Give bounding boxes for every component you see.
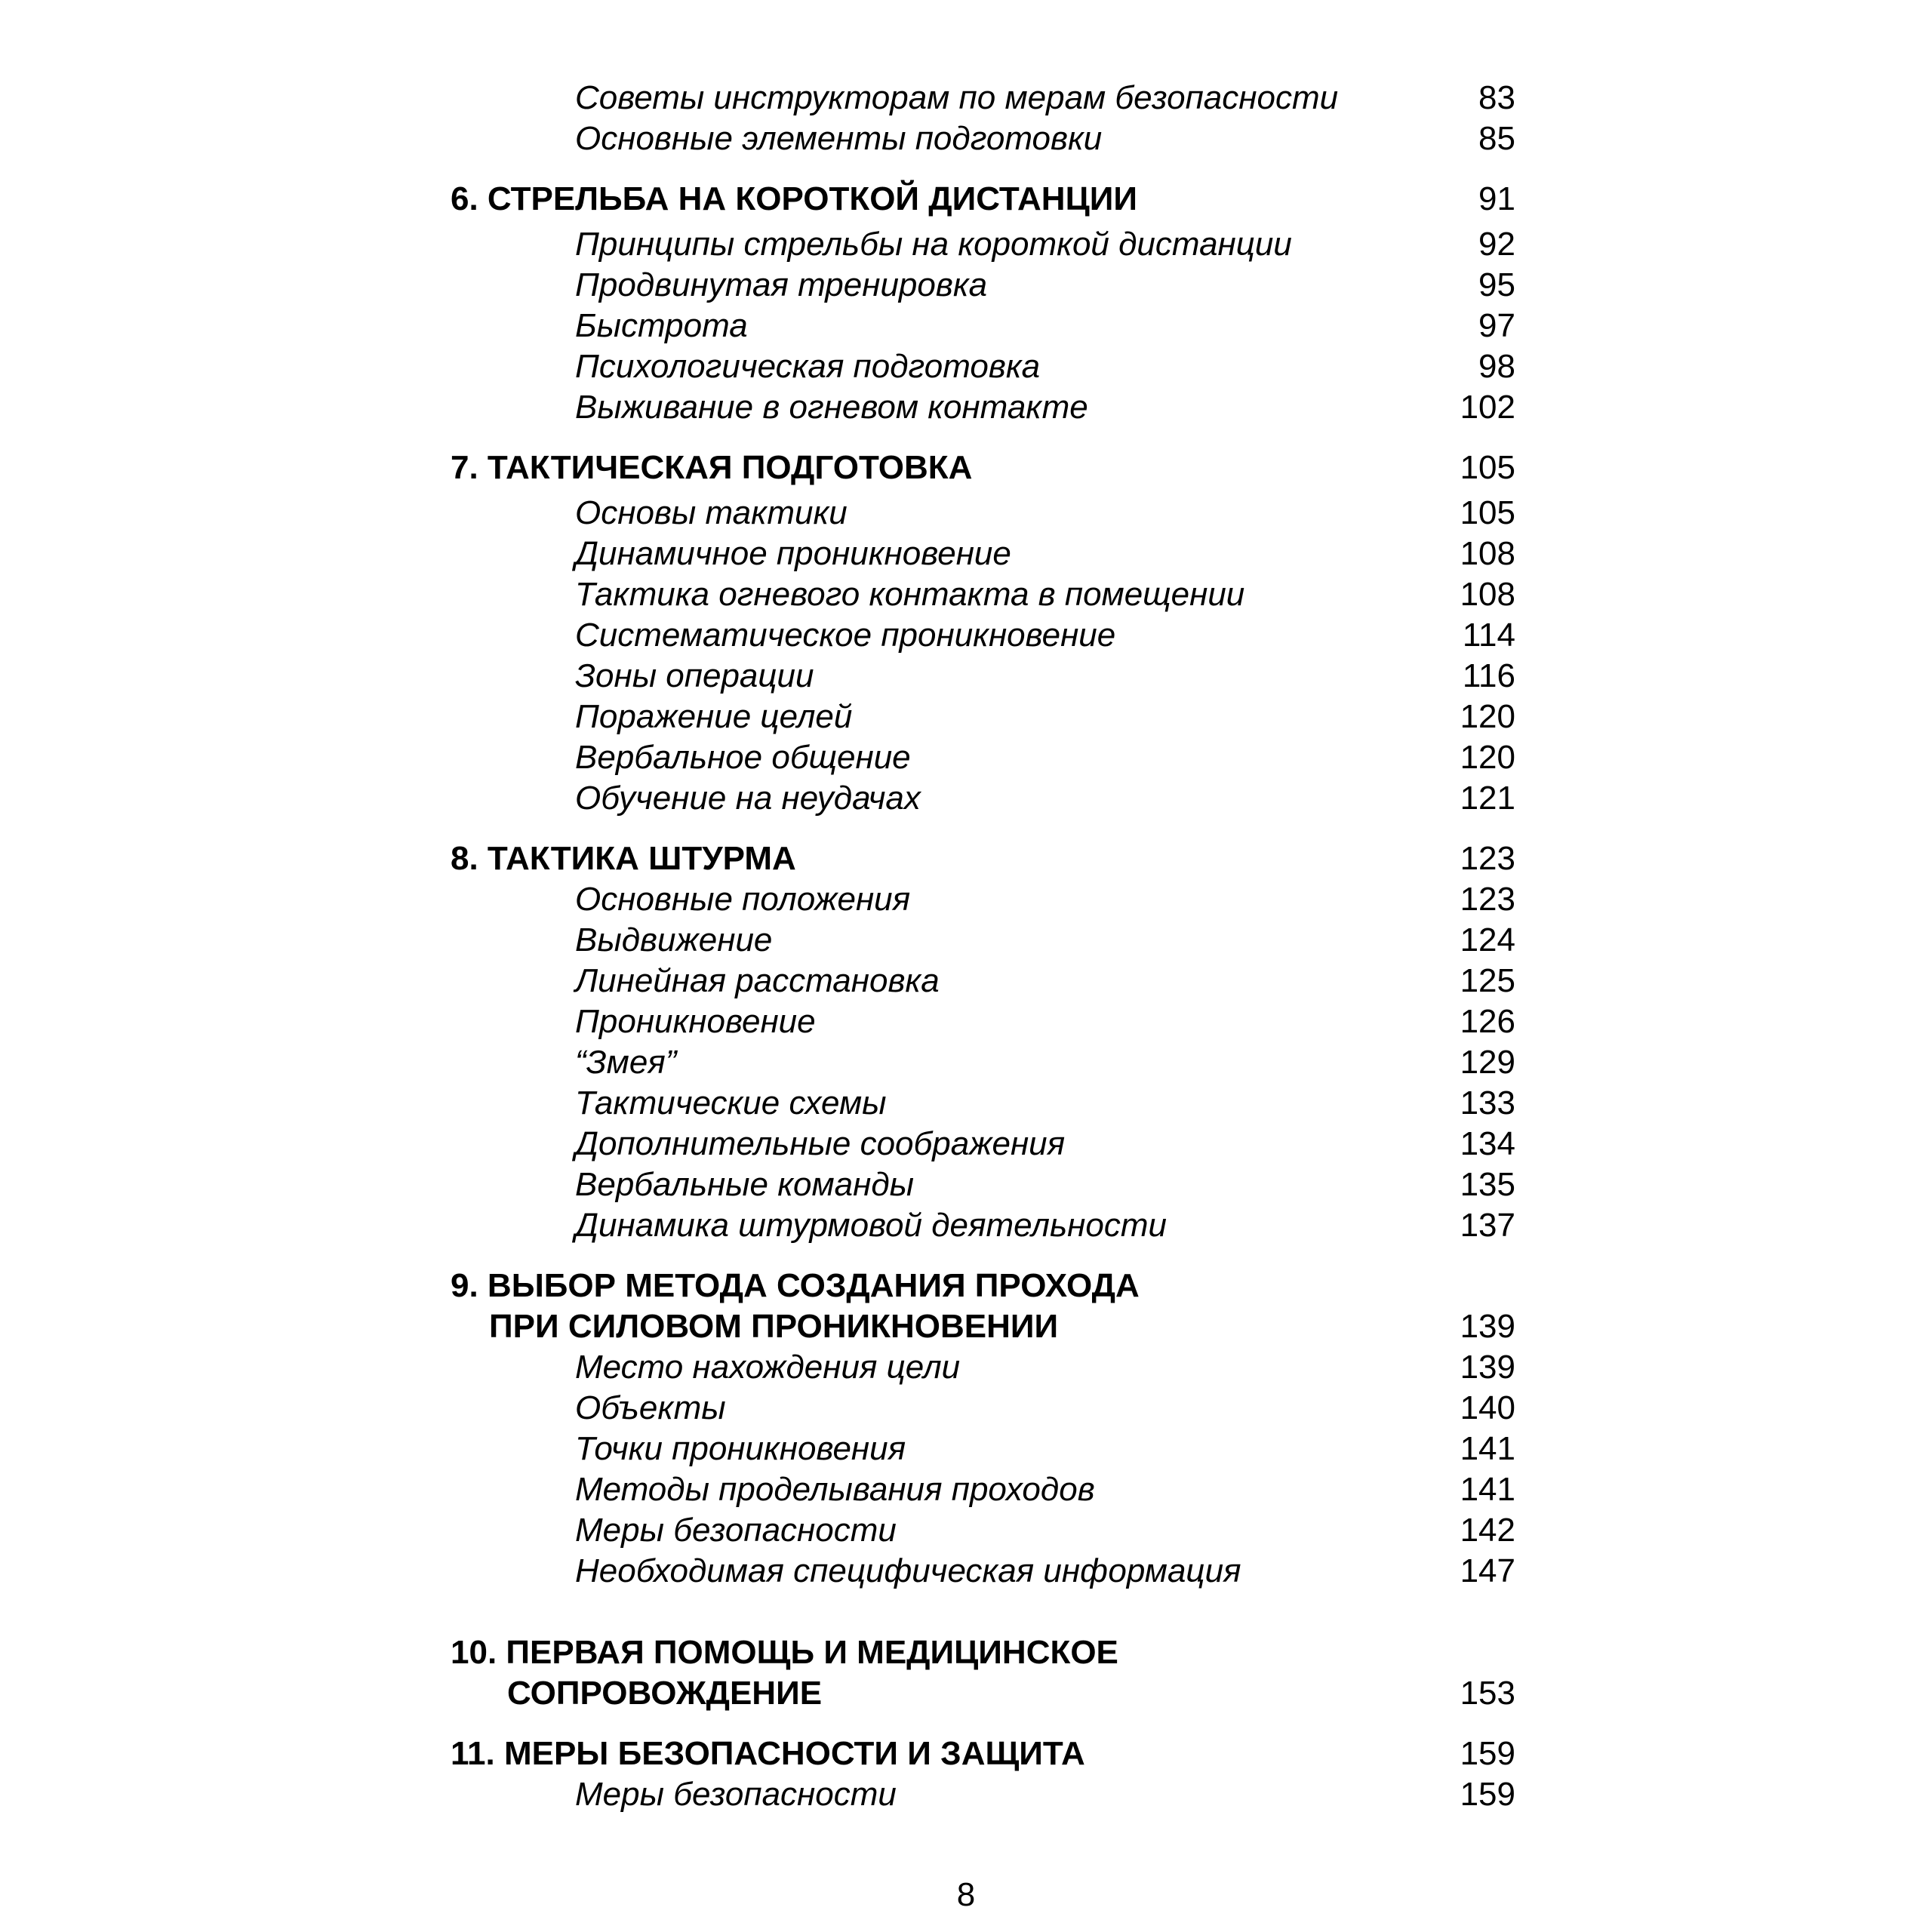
toc-entry-title: Выдвижение xyxy=(575,921,773,958)
toc-entry-title: 9. ВЫБОР МЕТОДА СОЗДАНИЯ ПРОХОДА xyxy=(451,1267,1140,1304)
toc-entry xyxy=(0,615,1932,656)
toc-entry xyxy=(0,534,1932,574)
toc-entry xyxy=(0,387,1932,428)
toc-entry-title: Тактические схемы xyxy=(575,1084,887,1121)
toc-entry xyxy=(0,1164,1932,1205)
toc-entry-page: 123 xyxy=(1460,881,1515,918)
toc-entry xyxy=(0,1388,1932,1429)
toc-entry-title: Дополнительные соображения xyxy=(575,1125,1066,1162)
toc-entry xyxy=(0,346,1932,387)
toc-chapter-heading xyxy=(0,448,1932,488)
toc-entry-title: Динамичное проникновение xyxy=(575,535,1011,572)
toc-entry-title: 8. ТАКТИКА ШТУРМА xyxy=(451,840,796,877)
page-number: 8 xyxy=(956,1876,976,1913)
toc-chapter-heading xyxy=(0,838,1932,879)
toc-entry-title: Принципы стрельбы на короткой дистанции xyxy=(575,226,1292,263)
toc-entry-page: 108 xyxy=(1460,576,1515,613)
toc-entry-page: 126 xyxy=(1460,1003,1515,1040)
toc-entry-page: 159 xyxy=(1460,1735,1515,1772)
toc-entry-page: 135 xyxy=(1460,1166,1515,1203)
toc-entry-title: Методы проделывания проходов xyxy=(575,1471,1095,1508)
toc-entry-title: Психологическая подготовка xyxy=(575,348,1041,385)
toc-chapter-heading xyxy=(0,1673,1932,1714)
toc-entry xyxy=(0,1469,1932,1510)
toc-entry xyxy=(0,961,1932,1001)
toc-entry-page: 141 xyxy=(1460,1430,1515,1467)
toc-chapter-heading xyxy=(0,1266,1932,1306)
toc-entry-title: Основные положения xyxy=(575,881,911,918)
toc-entry-page: 114 xyxy=(1462,617,1515,654)
toc-entry xyxy=(0,737,1932,778)
toc-entry-page: 129 xyxy=(1460,1044,1515,1081)
toc-entry xyxy=(0,879,1932,920)
toc-entry-title: Необходимая специфическая информация xyxy=(575,1552,1241,1589)
toc-entry-page: 95 xyxy=(1478,266,1515,303)
toc-entry-title: Быстрота xyxy=(575,307,748,344)
toc-entry xyxy=(0,493,1932,534)
toc-entry xyxy=(0,1774,1932,1815)
toc-entry-title: Объекты xyxy=(575,1389,726,1426)
toc-entry xyxy=(0,1083,1932,1124)
toc-entry-page: 91 xyxy=(1478,180,1515,217)
toc-entry-title: 7. ТАКТИЧЕСКАЯ ПОДГОТОВКА xyxy=(451,449,973,486)
toc-entry xyxy=(0,574,1932,615)
toc-entry-title: Основные элементы подготовки xyxy=(575,120,1103,157)
toc-entry-page: 147 xyxy=(1460,1552,1515,1589)
toc-entry xyxy=(0,697,1932,737)
toc-entry-page: 121 xyxy=(1460,780,1515,817)
toc-entry-page: 92 xyxy=(1478,226,1515,263)
toc-entry-page: 123 xyxy=(1460,840,1515,877)
toc-entry-title: Тактика огневого контакта в помещении xyxy=(575,576,1245,613)
toc-entry-title: Систематическое проникновение xyxy=(575,617,1116,654)
toc-entry-title: Зоны операции xyxy=(575,657,814,694)
toc-entry-title: Обучение на неудачах xyxy=(575,780,921,817)
toc-entry-title: 11. МЕРЫ БЕЗОПАСНОСТИ И ЗАЩИТА xyxy=(451,1735,1085,1772)
toc-entry xyxy=(0,118,1932,159)
toc-entry-title: Меры безопасности xyxy=(575,1512,897,1549)
toc-entry-title: 10. ПЕРВАЯ ПОМОЩЬ И МЕДИЦИНСКОЕ xyxy=(451,1634,1118,1671)
toc-entry-page: 116 xyxy=(1462,657,1515,694)
toc-entry-title: СОПРОВОЖДЕНИЕ xyxy=(507,1675,823,1712)
toc-entry xyxy=(0,1042,1932,1083)
toc-entry-title: Вербальное общение xyxy=(575,739,911,776)
toc-entry-title: Динамика штурмовой деятельности xyxy=(575,1207,1167,1244)
toc-entry-title: Поражение целей xyxy=(575,698,853,735)
toc-entry-title: Меры безопасности xyxy=(575,1776,897,1813)
toc-entry-page: 102 xyxy=(1460,389,1515,426)
toc-entry-title: Выживание в огневом контакте xyxy=(575,389,1088,426)
toc-entry-page: 83 xyxy=(1478,79,1515,116)
toc-chapter-heading xyxy=(0,1734,1932,1774)
toc-entry-page: 124 xyxy=(1460,921,1515,958)
toc-entry-page: 159 xyxy=(1460,1776,1515,1813)
toc-entry-page: 139 xyxy=(1460,1308,1515,1345)
toc-entry-page: 105 xyxy=(1460,494,1515,531)
toc-entry xyxy=(0,778,1932,819)
toc-entry xyxy=(0,1205,1932,1246)
toc-entry-page: 137 xyxy=(1460,1207,1515,1244)
toc-entry-page: 125 xyxy=(1460,962,1515,999)
toc-entry-page: 85 xyxy=(1478,120,1515,157)
toc-entry xyxy=(0,1124,1932,1164)
toc-entry-title: Проникновение xyxy=(575,1003,816,1040)
toc-entry xyxy=(0,1347,1932,1388)
toc-entry-page: 141 xyxy=(1460,1471,1515,1508)
toc-entry-title: Основы тактики xyxy=(575,494,848,531)
toc-entry xyxy=(0,306,1932,346)
toc-entry-page: 140 xyxy=(1460,1389,1515,1426)
toc-entry-page: 105 xyxy=(1460,449,1515,486)
toc-entry-title: 6. СТРЕЛЬБА НА КОРОТКОЙ ДИСТАНЦИИ xyxy=(451,180,1137,217)
toc-entry xyxy=(0,1429,1932,1469)
toc-entry-page: 153 xyxy=(1460,1675,1515,1712)
toc-entry xyxy=(0,1001,1932,1042)
toc-entry-page: 98 xyxy=(1478,348,1515,385)
toc-entry xyxy=(0,1551,1932,1592)
toc-entry-page: 133 xyxy=(1460,1084,1515,1121)
toc-chapter-heading xyxy=(0,1632,1932,1673)
toc-entry xyxy=(0,920,1932,961)
toc-entry-title: Место нахождения цели xyxy=(575,1349,961,1386)
toc-entry-page: 108 xyxy=(1460,535,1515,572)
toc-entry-page: 97 xyxy=(1478,307,1515,344)
toc-entry xyxy=(0,656,1932,697)
toc-entry-title: “Змея” xyxy=(575,1044,677,1081)
toc-entry-title: Продвинутая тренировка xyxy=(575,266,988,303)
toc-entry xyxy=(0,224,1932,265)
toc-entry-title: Вербальные команды xyxy=(575,1166,915,1203)
toc-entry-title: Точки проникновения xyxy=(575,1430,906,1467)
toc-entry-page: 142 xyxy=(1460,1512,1515,1549)
toc-entry-title: ПРИ СИЛОВОМ ПРОНИКНОВЕНИИ xyxy=(489,1308,1059,1345)
toc-entry-page: 120 xyxy=(1460,739,1515,776)
toc-chapter-heading xyxy=(0,179,1932,220)
toc-entry-page: 120 xyxy=(1460,698,1515,735)
toc-entry-page: 134 xyxy=(1460,1125,1515,1162)
toc-entry xyxy=(0,265,1932,306)
toc-entry-title: Линейная расстановка xyxy=(575,962,940,999)
toc-entry-title: Советы инструкторам по мерам безопасности xyxy=(575,79,1339,116)
toc-entry xyxy=(0,1510,1932,1551)
toc-chapter-heading xyxy=(0,1306,1932,1347)
toc-entry xyxy=(0,78,1932,118)
toc-entry-page: 139 xyxy=(1460,1349,1515,1386)
